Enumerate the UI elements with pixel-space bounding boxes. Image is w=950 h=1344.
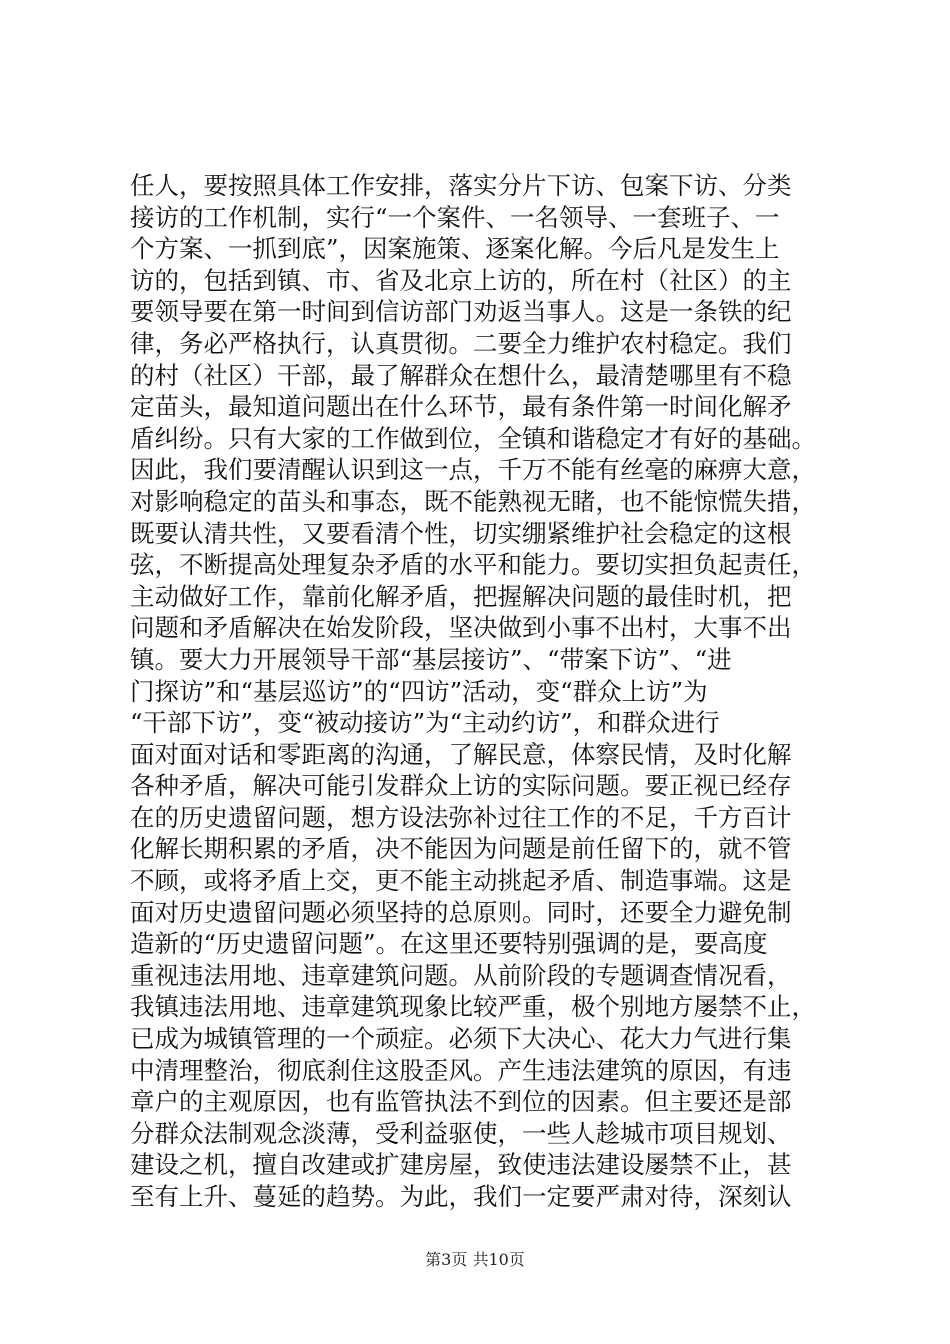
text-line: 镇。要大力开展领导干部“基层接访”、“带案下访”、“进 (130, 644, 732, 674)
text-line: 面对面对话和零距离的沟通，了解民意，体察民情，及时化解 (130, 739, 792, 769)
text-line: “干部下访”，变“被动接访”为“主动约访”，和群众进行 (130, 708, 720, 738)
text-line: 既要认清共性，又要看清个性，切实绷紧维护社会稳定的这根 (130, 518, 792, 548)
text-line: 分群众法制观念淡薄，受利益驱使，一些人趁城市项目规划、 (130, 1118, 792, 1148)
text-line: 访的，包括到镇、市、省及北京上访的，所在村（社区）的主 (130, 265, 792, 295)
text-line: 盾纠纷。只有大家的工作做到位，全镇和谐稳定才有好的基础。 (130, 423, 816, 453)
text-line: 化解长期积累的矛盾，决不能因为问题是前任留下的，就不管 (130, 834, 792, 864)
text-line: 要领导要在第一时间到信访部门劝返当事人。这是一条铁的纪 (130, 297, 792, 327)
text-line: 面对历史遗留问题必须坚持的总原则。同时，还要全力避免制 (130, 897, 792, 927)
text-line: 门探访”和“基层巡访”的“四访”活动，变“群众上访”为 (130, 676, 708, 706)
text-line: 中清理整治，彻底刹住这股歪风。产生违法建筑的原因，有违 (130, 1055, 792, 1085)
text-line: 任人，要按照具体工作安排，落实分片下访、包案下访、分类 (130, 171, 792, 200)
text-line: 弦，不断提高处理复杂矛盾的水平和能力。要切实担负起责任， (130, 550, 816, 580)
text-line: 定苗头，最知道问题出在什么环节，最有条件第一时间化解矛 (130, 392, 792, 422)
text-line: 不顾，或将矛盾上交，更不能主动挑起矛盾、制造事端。这是 (130, 866, 792, 896)
text-line: 问题和矛盾解决在始发阶段，坚决做到小事不出村，大事不出 (130, 613, 792, 643)
text-line: 接访的工作机制，实行“一个案件、一名领导、一套班子、一 (130, 202, 780, 232)
text-line: 个方案、一抓到底”，因案施策、逐案化解。今后凡是发生上 (130, 234, 780, 264)
page-footer: 第3页 共10页 (425, 1250, 525, 1269)
body-text (130, 170, 830, 1213)
text-line: 各种矛盾，解决可能引发群众上访的实际问题。要正视已经存 (130, 771, 792, 801)
text-line: 律，务必严格执行，认真贯彻。二要全力维护农村稳定。我们 (130, 328, 792, 358)
text-line: 因此，我们要清醒认识到这一点，千万不能有丝毫的麻痹大意， (130, 455, 816, 485)
text-line: 主动做好工作，靠前化解矛盾，把握解决问题的最佳时机，把 (130, 581, 792, 611)
text-line: 在的历史遗留问题，想方设法弥补过往工作的不足，千方百计 (130, 802, 792, 832)
text-line: 已成为城镇管理的一个顽症。必须下大决心、花大力气进行集 (130, 1024, 792, 1054)
text-line: 的村（社区）干部，最了解群众在想什么，最清楚哪里有不稳 (130, 360, 792, 390)
text-line: 至有上升、蔓延的趋势。为此，我们一定要严肃对待，深刻认 (130, 1182, 792, 1211)
text-line: 重视违法用地、违章建筑问题。从前阶段的专题调查情况看， (130, 960, 792, 990)
text-line: 章户的主观原因，也有监管执法不到位的因素。但主要还是部 (130, 1087, 792, 1117)
text-line: 造新的“历史遗留问题”。在这里还要特别强调的是，要高度 (130, 929, 768, 959)
text-line: 建设之机，擅自改建或扩建房屋，致使违法建设屡禁不止，甚 (130, 1150, 792, 1180)
text-line: 对影响稳定的苗头和事态，既不能熟视无睹，也不能惊慌失措， (130, 486, 816, 516)
text-line: 我镇违法用地、违章建筑现象比较严重，极个别地方屡禁不止， (130, 992, 816, 1022)
